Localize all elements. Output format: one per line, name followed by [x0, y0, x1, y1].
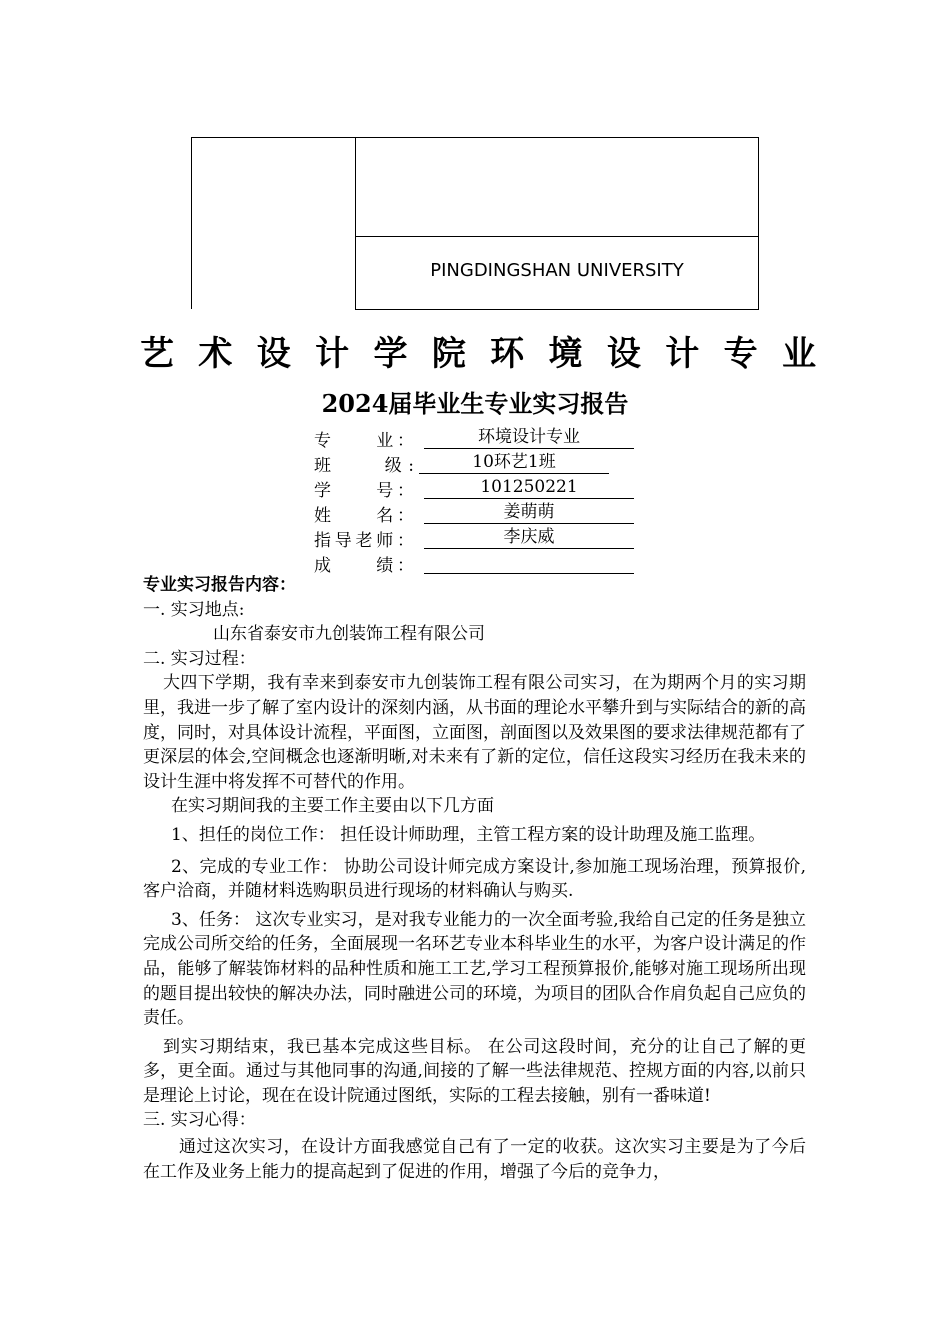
info-value	[424, 551, 634, 574]
info-label: 专 业：	[314, 431, 414, 451]
content-heading: 专业实习报告内容：	[143, 575, 296, 595]
paragraph-1: 大四下学期，我有幸来到泰安市九创装饰工程有限公司实习，在为期两个月的实习期里，我进一步了解了室内设计的深刻内涵，从书面的理论水平攀升到与实际结合的新的高度，同时，对具体设计流程，平面图，立面图，剖面图以及效果图的要求法律规范都有了更深层的体会,空间概念也逐渐明晰,对未来有了新的定位，信任这段实习经历在我未来的设计生涯中将发挥不可替代的作用。	[143, 673, 806, 792]
paragraph-7: 通过这次实习，在设计方面我感觉自己有了一定的收获。这次实习主要是为了今后在工作及业务上能力的提高起到了促进的作用，增强了今后的竞争力，	[143, 1137, 806, 1182]
internship-location: 山东省泰安市九创装饰工程有限公司	[213, 624, 485, 645]
info-value: 10环艺1班	[419, 451, 609, 474]
section-2-title: 二. 实习过程：	[143, 648, 256, 669]
info-row-student-id	[314, 476, 644, 500]
info-row-name	[314, 501, 644, 525]
logo-box-divider	[356, 236, 758, 237]
paragraph-2: 在实习期间我的主要工作主要由以下几方面	[171, 796, 494, 817]
report-body	[143, 573, 806, 1184]
section-1-title: 一. 实习地点:	[143, 599, 245, 620]
paragraph-6: 到实习期结束，我已基本完成这些目标。 在公司这段时间，充分的让自己了解的更多，更全面。通过与其他同事的沟通,间接的了解一些法律规范、控规方面的内容,以前只是理论上讨论，现在在设计院通过图纸，实际的工程去接触，别有一番味道!	[143, 1036, 806, 1106]
info-label: 指导老师：	[314, 531, 414, 551]
logo-box-left	[191, 137, 355, 309]
paragraph-5: 3、任务： 这次专业实习，是对我专业能力的一次全面考验,我给自己定的任务是独立完成公司所交给的任务，全面展现一名环艺专业本科毕业生的水平，为客户设计满足的作品，能够了解装饰材料的品种性质和施工工艺,学习工程预算报价,能够对施工现场所出现的题目提出较快的解决办法，同时融进公司的环境，为项目的团队合作肩负起自己应负的责任。	[143, 909, 806, 1029]
info-label: 成 绩：	[314, 556, 414, 576]
info-value: 李庆威	[424, 526, 634, 549]
section-3-title: 三. 实习心得：	[143, 1110, 256, 1131]
info-label: 姓 名：	[314, 506, 414, 526]
logo-box-right	[355, 137, 759, 310]
info-label: 班 级:	[314, 456, 414, 476]
info-label: 学 号：	[314, 481, 414, 501]
report-title: 2024届毕业生专业实习报告	[321, 389, 629, 418]
info-row-grade	[314, 551, 644, 575]
info-row-class	[314, 451, 644, 475]
info-row-advisor	[314, 526, 644, 550]
college-title: 艺术设计学院环境设计专业	[140, 334, 820, 374]
info-value: 101250221	[424, 476, 634, 499]
info-row-major	[314, 426, 644, 450]
info-value: 姜萌萌	[424, 501, 634, 524]
info-value: 环境设计专业	[424, 426, 634, 449]
paragraph-4: 2、完成的专业工作： 协助公司设计师完成方案设计,参加施工现场治理，预算报价,客户洽商，并随材料选购职员进行现场的材料确认与购买.	[143, 856, 806, 902]
paragraph-3: 1、担任的岗位工作： 担任设计师助理，主管工程方案的设计助理及施工监理。	[171, 824, 766, 845]
university-name: PINGDINGSHAN UNIVERSITY	[430, 260, 684, 281]
